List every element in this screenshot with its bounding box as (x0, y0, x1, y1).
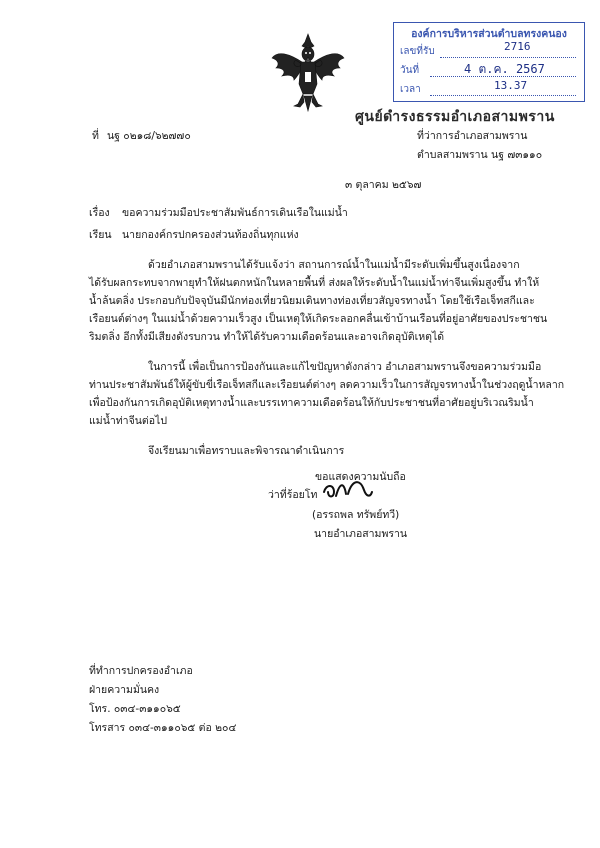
body-line: ในการนี้ เพื่อเป็นการป้องกันและแก้ไขปัญหาดังกล่าว อำเภอสามพรานจึงขอความร่วมมือ (148, 361, 542, 373)
ref-label: ที่ (92, 130, 99, 142)
signer-rank: ว่าที่ร้อยโท (268, 489, 318, 501)
body-closing-line: จึงเรียนมาเพื่อทราบและพิจารณาดำเนินการ (148, 445, 345, 457)
body-line: ริมตลิ่ง อีกทั้งมีเสียงดังรบกวน ทำให้ได้รับความเดือดร้อนและอาจเกิดอุบัติเหตุได้ (89, 331, 445, 343)
document-date: ๓ ตุลาคม ๒๕๖๗ (345, 179, 422, 191)
signer-name: (อรรถพล ทรัพย์ทวี) (312, 509, 400, 521)
stamp-date-label: วันที่ (400, 65, 420, 76)
body-line: แม่น้ำท่าจีนต่อไป (89, 415, 167, 427)
stamp-org-name: องค์การบริหารส่วนตำบลทรงคนอง (411, 28, 567, 40)
office-name: ที่ว่าการอำเภอสามพราน (417, 130, 528, 142)
body-line: ด้วยอำเภอสามพรานได้รับแจ้งว่า สถานการณ์น้ำในแม่น้ำมีระดับเพิ่มขึ้นสูงเนื่องจาก (148, 259, 520, 271)
garuda-emblem-icon (270, 32, 346, 112)
recipient-text: นายกองค์กรปกครองส่วนท้องถิ่นทุกแห่ง (122, 229, 299, 241)
footer-office: ที่ทำการปกครองอำเภอ (89, 665, 193, 677)
recipient-label: เรียน (89, 229, 112, 241)
stamp-receipt-value: 2716 (504, 40, 531, 53)
stamp-date-value: 4 ต.ค. 2567 (464, 62, 545, 76)
body-line: น้ำล้นตลิ่ง ประกอบกับปัจจุบันมีนักท่องเที่ยวนิยมเดินทางท่องเที่ยวสัญจรทางน้ำ โดยใช้เรือเจ็ทสกีและ (89, 295, 535, 307)
stamp-time-line (430, 95, 576, 96)
center-name: ศูนย์ดำรงธรรมอำเภอสามพราน (355, 109, 555, 125)
receipt-stamp (393, 22, 585, 102)
subject-text: ขอความร่วมมือประชาสัมพันธ์การเดินเรือในแม่น้ำ (122, 207, 348, 219)
ref-number: นฐ ๐๒๑๘/๖๒๗๗๐ (107, 130, 191, 142)
signature-mark (320, 474, 374, 504)
footer-phone: โทร. ๐๓๔-๓๑๑๐๖๕ (89, 703, 181, 715)
body-line: ได้รับผลกระทบจากพายุทำให้ฝนตกหนักในหลายพื้นที่ ส่งผลให้ระดับน้ำในแม่น้ำท่าจีนเพิ่มสูงขึ้น ทำให้ (89, 277, 540, 289)
stamp-time-value: 13.37 (494, 79, 528, 92)
subject-label: เรื่อง (89, 207, 110, 219)
stamp-receipt-label: เลขที่รับ (400, 46, 435, 57)
footer-division: ฝ่ายความมั่นคง (89, 684, 160, 696)
stamp-receipt-line (440, 57, 576, 58)
signer-title: นายอำเภอสามพราน (314, 528, 408, 540)
stamp-time-label: เวลา (400, 84, 421, 95)
body-line: ท่านประชาสัมพันธ์ให้ผู้ขับขี่เรือเจ็ทสกีและเรือยนต์ต่างๆ ลดความเร็วในการสัญจรทางน้ำในช่วงฤดูน้ำหลาก (89, 379, 565, 391)
body-line: เรือยนต์ต่างๆ ในแม่น้ำด้วยความเร็วสูง เป็นเหตุให้เกิดระลอกคลื่นเข้าบ้านเรือนที่อยู่อาศัยของประชาชน (89, 313, 548, 325)
office-address: ตำบลสามพราน นฐ ๗๓๑๑๐ (417, 149, 543, 161)
regards-text: ขอแสดงความนับถือ (315, 471, 406, 483)
body-line: เพื่อป้องกันการเกิดอุบัติเหตุทางน้ำและบรรเทาความเดือดร้อนให้กับประชาชนที่อาศัยอยู่บริเวณริมน้ำ (89, 397, 534, 409)
footer-fax: โทรสาร ๐๓๔-๓๑๑๐๖๕ ต่อ ๒๐๔ (89, 722, 237, 734)
